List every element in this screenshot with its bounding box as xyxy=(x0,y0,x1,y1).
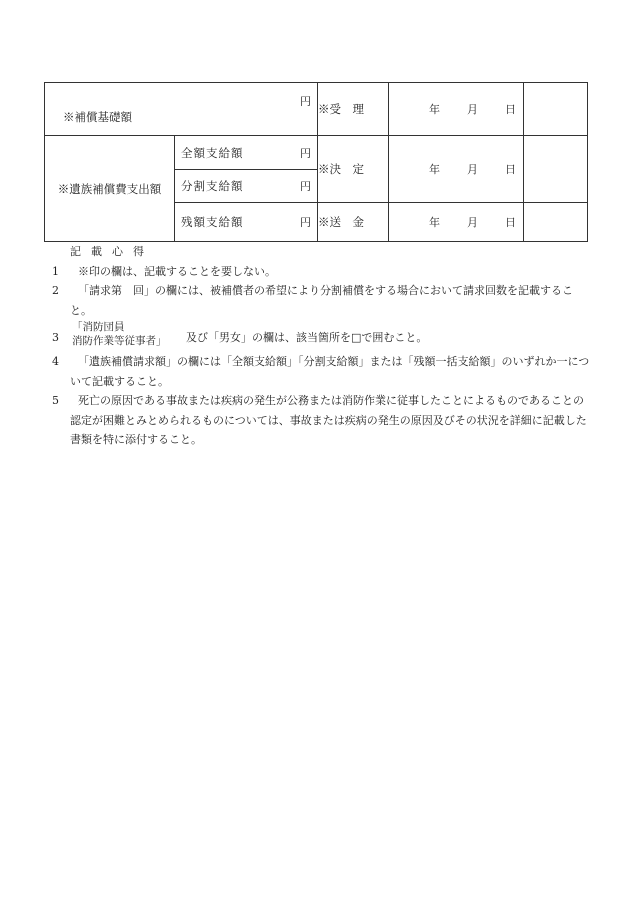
full-amount-yen: 円 xyxy=(300,146,311,160)
remit-day: 日 xyxy=(505,216,516,229)
decided-day: 日 xyxy=(505,163,516,176)
bracket-line-1: 「消防団員 xyxy=(72,321,125,333)
full-amount-label: 全額支給額 xyxy=(181,145,244,160)
remit-month: 月 xyxy=(467,216,478,229)
received-year: 年 xyxy=(429,103,440,116)
note-item-5 xyxy=(52,391,592,450)
note-number: 5 xyxy=(52,394,59,407)
instructions-title: 記載心得 xyxy=(70,245,154,258)
note-item-4 xyxy=(52,352,592,391)
note-text: 「請求第 回」の欄には、被補償者の希望により分割補償をする場合において請求回数を記載すること。 xyxy=(70,284,573,317)
split-amount-label: 分割支給額 xyxy=(181,179,244,193)
note-number: 1 xyxy=(52,264,59,278)
basic-amount-label: ※補償基礎額 xyxy=(63,110,132,124)
compensation-form-table xyxy=(44,82,588,242)
basic-amount-yen: 円 xyxy=(300,95,311,108)
instructions-section xyxy=(52,242,592,450)
remaining-amount-cell xyxy=(175,203,318,242)
survivor-amount-label: ※遺族補償費支出額 xyxy=(45,136,175,242)
decided-label: ※決 定 xyxy=(318,136,389,203)
note-item-2 xyxy=(52,281,592,320)
decided-date-cell xyxy=(389,136,524,203)
basic-amount-cell xyxy=(45,83,318,136)
note-number: 3 xyxy=(52,331,59,344)
received-date-cell xyxy=(389,83,524,136)
note-text: 「遺族補償請求額」の欄には「全額支給額」「分割支給額」または「残額一括支給額」のいずれか一について記載すること。 xyxy=(70,355,590,388)
received-stamp-cell xyxy=(524,83,588,136)
note-item-1 xyxy=(52,262,592,282)
remit-year: 年 xyxy=(429,216,440,229)
received-day: 日 xyxy=(505,103,516,116)
note-text: 及び「男女」の欄は、該当箇所を□で囲むこと。 xyxy=(186,331,428,344)
member-type-bracket xyxy=(72,320,167,348)
decided-month: 月 xyxy=(467,163,478,176)
remaining-amount-yen: 円 xyxy=(300,216,311,229)
split-amount-cell xyxy=(175,170,318,203)
note-text: 死亡の原因である事故または疾病の発生が公務または消防作業に従事したことによるものであることの認定が困難とみとめられるものについては、事故または疾病の発生の原因及びその状況を詳細に記載した書類を特に添付すること。 xyxy=(70,394,587,446)
remit-stamp-cell xyxy=(524,203,588,242)
note-item-3 xyxy=(52,320,592,352)
note-text: ※印の欄は、記載することを要しない。 xyxy=(78,264,276,278)
split-amount-yen: 円 xyxy=(300,180,311,193)
remit-date-cell xyxy=(389,203,524,242)
decided-stamp-cell xyxy=(524,136,588,203)
note-number: 4 xyxy=(52,355,59,368)
received-label: ※受 理 xyxy=(318,83,389,136)
received-month: 月 xyxy=(467,103,478,116)
note-number: 2 xyxy=(52,284,59,297)
decided-year: 年 xyxy=(429,163,440,176)
bracket-line-2: 消防作業等従事者」 xyxy=(72,335,167,347)
full-amount-cell xyxy=(175,136,318,170)
remaining-amount-label: 残額支給額 xyxy=(181,215,244,229)
remit-label: ※送 金 xyxy=(318,203,389,242)
